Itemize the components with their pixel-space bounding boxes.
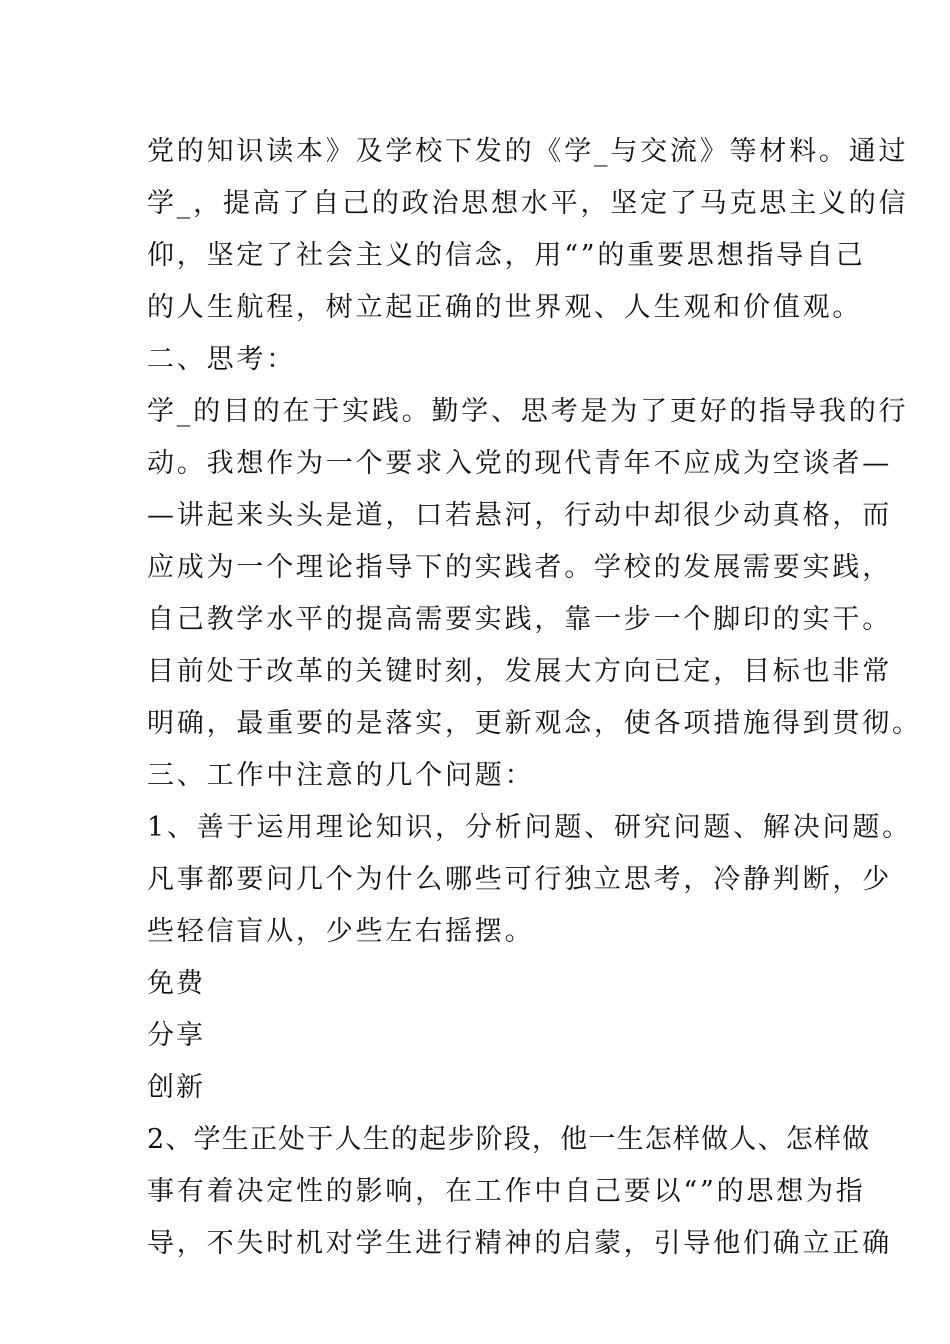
text-line: 仰，坚定了社会主义的信念，用“”的重要思想指导自己 [147,240,866,271]
text-line: 的人生航程，树立起正确的世界观、人生观和价值观。 [147,292,863,323]
text-line: —讲起来头头是道，口若悬河，行动中却很少动真格，而 [147,500,892,531]
text-line: 凡事都要问几个为什么哪些可行独立思考，冷静判断，少 [147,864,892,895]
section-heading: 三、工作中注意的几个问题： [147,760,535,791]
text-line: 目前处于改革的关键时刻，发展大方向已定，目标也非常 [147,656,892,687]
text-line: 1、善于运用理论知识，分析问题、研究问题、解决问题。 [147,812,912,843]
text-line: 创新 [147,1072,205,1103]
text-line: 学_的目的在于实践。勤学、思考是为了更好的指导我的行 [147,396,909,427]
text-line: 自己教学水平的提高需要实践，靠一步一个脚印的实干。 [147,604,892,635]
text-line: 明确，最重要的是落实，更新观念，使各项措施得到贯彻。 [147,708,922,739]
text-line: 学_，提高了自己的政治思想水平，坚定了马克思主义的信 [147,188,909,219]
text-line: 事有着决定性的影响，在工作中自己要以“”的思想为指 [147,1176,866,1207]
text-line: 分享 [147,1020,205,1051]
text-line: 免费 [147,968,205,999]
text-line: 应成为一个理论指导下的实践者。学校的发展需要实践， [147,552,892,583]
text-line: 2、学生正处于人生的起步阶段，他一生怎样做人、怎样做 [147,1124,871,1155]
document-body [147,126,922,1270]
text-line: 动。我想作为一个要求入党的现代青年不应成为空谈者— [147,448,892,479]
text-line: 导，不失时机对学生进行精神的启蒙，引导他们确立正确 [147,1228,892,1259]
text-line: 党的知识读本》及学校下发的《学_与交流》等材料。通过 [147,136,909,167]
section-heading: 二、思考： [147,344,296,375]
text-line: 些轻信盲从，少些左右摇摆。 [147,916,535,947]
